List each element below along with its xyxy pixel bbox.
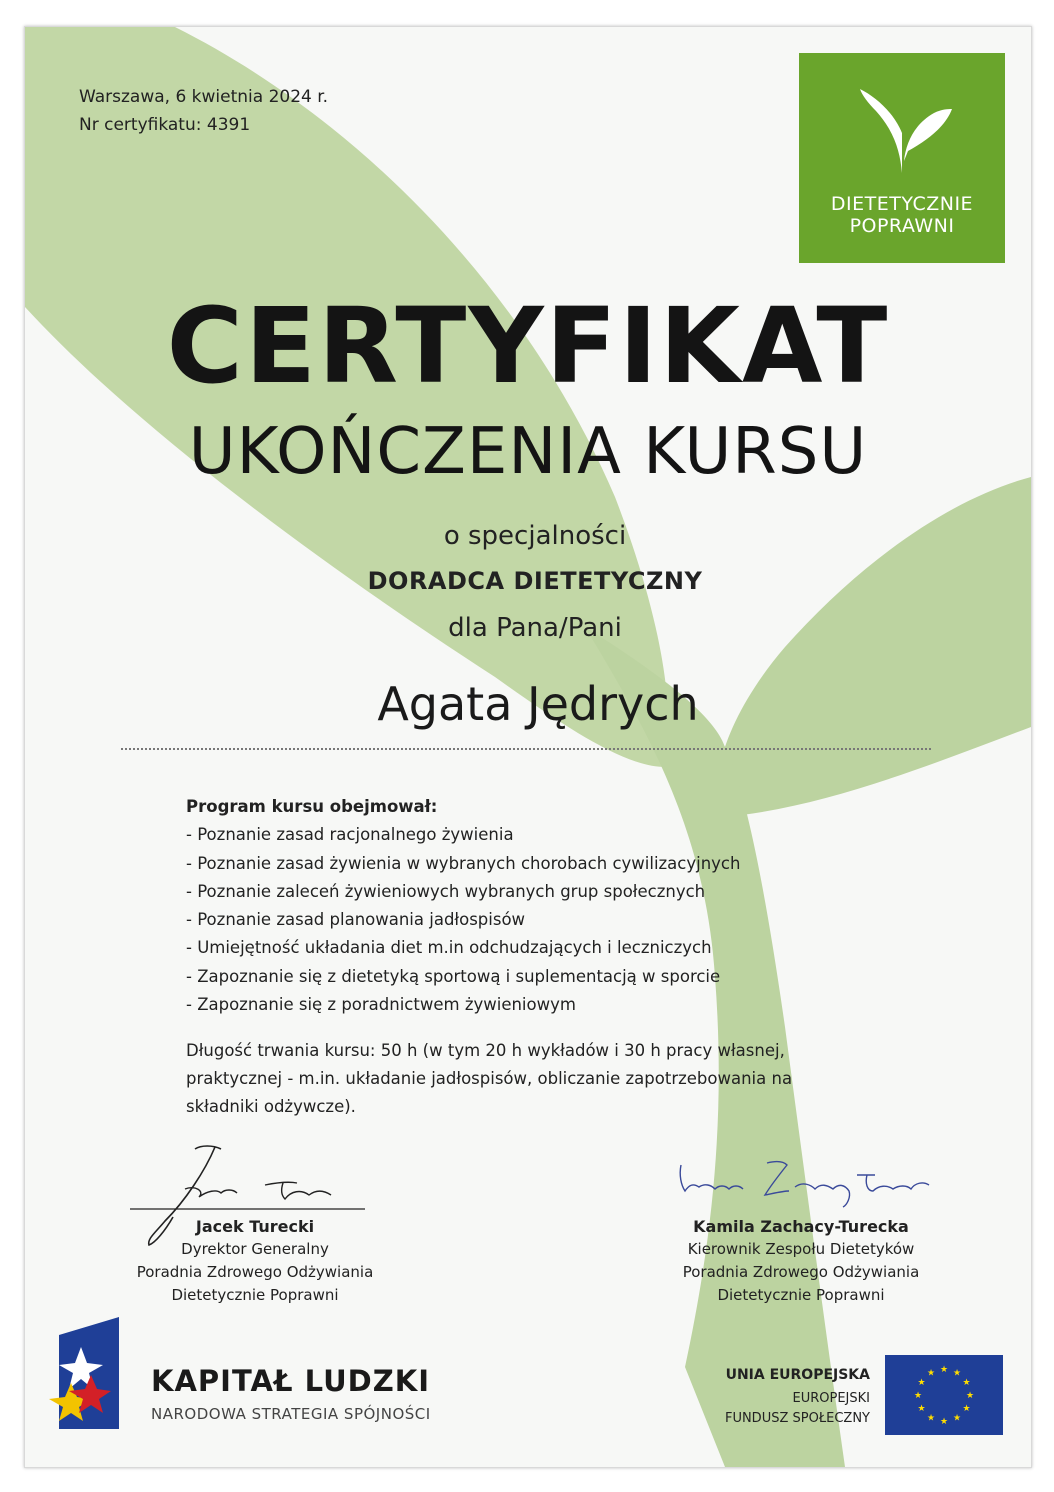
- program-item: - Umiejętność układania diet m.in odchudzających i leczniczych: [186, 938, 712, 958]
- signatory-org2: Dietetycznie Poprawni: [717, 1286, 885, 1304]
- signature-left: [105, 1215, 405, 1307]
- specialty-intro: o specjalności: [443, 521, 627, 551]
- signature-right-handwritten: [675, 1155, 935, 1215]
- svg-text:★: ★: [917, 1404, 926, 1414]
- certificate-title: CERTYFIKAT: [166, 285, 890, 407]
- signatory-org: Poradnia Zdrowego Odżywiania: [682, 1263, 920, 1281]
- eu-stars-icon: [885, 1355, 1003, 1435]
- svg-text:★: ★: [939, 1417, 949, 1427]
- svg-text:★: ★: [962, 1378, 971, 1388]
- duration-line: składniki odżywcze).: [186, 1097, 356, 1116]
- svg-text:★: ★: [917, 1378, 926, 1388]
- kapital-ludzki-title: KAPITAŁ LUDZKI: [151, 1364, 431, 1398]
- recipient-name: Agata Jędrych: [377, 677, 699, 731]
- duration-line: Długość trwania kursu: 50 h (w tym 20 h wykładów i 30 h pracy własnej,: [186, 1041, 785, 1060]
- svg-text:★: ★: [913, 1391, 923, 1401]
- signatory-org2: Dietetycznie Poprawni: [171, 1286, 339, 1304]
- program-list: [186, 793, 906, 1019]
- eu-fund-line2: FUNDUSZ SPOŁECZNY: [724, 1411, 870, 1426]
- program-item: - Poznanie zaleceń żywieniowych wybranych grup społecznych: [186, 881, 706, 901]
- program-item: - Zapoznanie się z dietetyką sportową i suplementacją w sporcie: [186, 966, 721, 986]
- duration-line: praktycznej - m.in. układanie jadłospisów, obliczanie zapotrzebowania na: [186, 1069, 793, 1088]
- signatory-name: Kamila Zachacy-Turecka: [693, 1217, 909, 1236]
- signatory-name: Jacek Turecki: [195, 1217, 315, 1236]
- place-date: Warszawa, 6 kwietnia 2024 r.: [79, 87, 329, 107]
- signatory-role: Dyrektor Generalny: [181, 1240, 329, 1258]
- dotted-divider: [121, 748, 931, 750]
- signatory-org: Poradnia Zdrowego Odżywiania: [136, 1263, 374, 1281]
- certificate-page: [24, 26, 1032, 1468]
- course-duration: [186, 1037, 886, 1121]
- program-heading: Program kursu obejmował:: [186, 797, 438, 816]
- logo-text-line2: POPRAWNI: [849, 215, 955, 237]
- svg-text:★: ★: [965, 1391, 975, 1401]
- svg-text:★: ★: [939, 1365, 949, 1375]
- kapital-ludzki-logo-icon: [43, 1317, 123, 1429]
- eu-title: UNIA EUROPEJSKA: [725, 1367, 870, 1383]
- svg-text:★: ★: [952, 1413, 962, 1424]
- signature-right: [651, 1215, 951, 1307]
- certificate-subtitle: UKOŃCZENIA KURSU: [188, 415, 868, 489]
- eu-fund-line1: EUROPEJSKI: [792, 1391, 870, 1406]
- recipient-prefix: dla Pana/Pani: [448, 613, 622, 643]
- signatory-role: Kierownik Zespołu Dietetyków: [687, 1240, 915, 1258]
- dietetycznie-poprawni-logo: [799, 53, 1005, 263]
- eu-flag-icon: [885, 1355, 1003, 1435]
- program-item: - Poznanie zasad racjonalnego żywienia: [186, 825, 514, 845]
- kapital-ludzki-subtitle: NARODOWA STRATEGIA SPÓJNOŚCI: [151, 1405, 431, 1423]
- sprout-icon: [854, 81, 954, 181]
- program-item: - Poznanie zasad żywienia w wybranych chorobach cywilizacyjnych: [186, 853, 741, 873]
- specialty-name: DORADCA DIETETYCZNY: [367, 567, 703, 595]
- program-item: - Zapoznanie się z poradnictwem żywieniowym: [186, 995, 576, 1015]
- svg-text:★: ★: [926, 1413, 936, 1424]
- svg-text:★: ★: [952, 1368, 962, 1379]
- logo-text-line1: DIETETYCZNIE: [830, 193, 974, 215]
- svg-text:★: ★: [962, 1404, 971, 1414]
- certificate-number: Nr certyfikatu: 4391: [79, 115, 251, 135]
- svg-text:★: ★: [926, 1368, 936, 1379]
- program-item: - Poznanie zasad planowania jadłospisów: [186, 910, 526, 930]
